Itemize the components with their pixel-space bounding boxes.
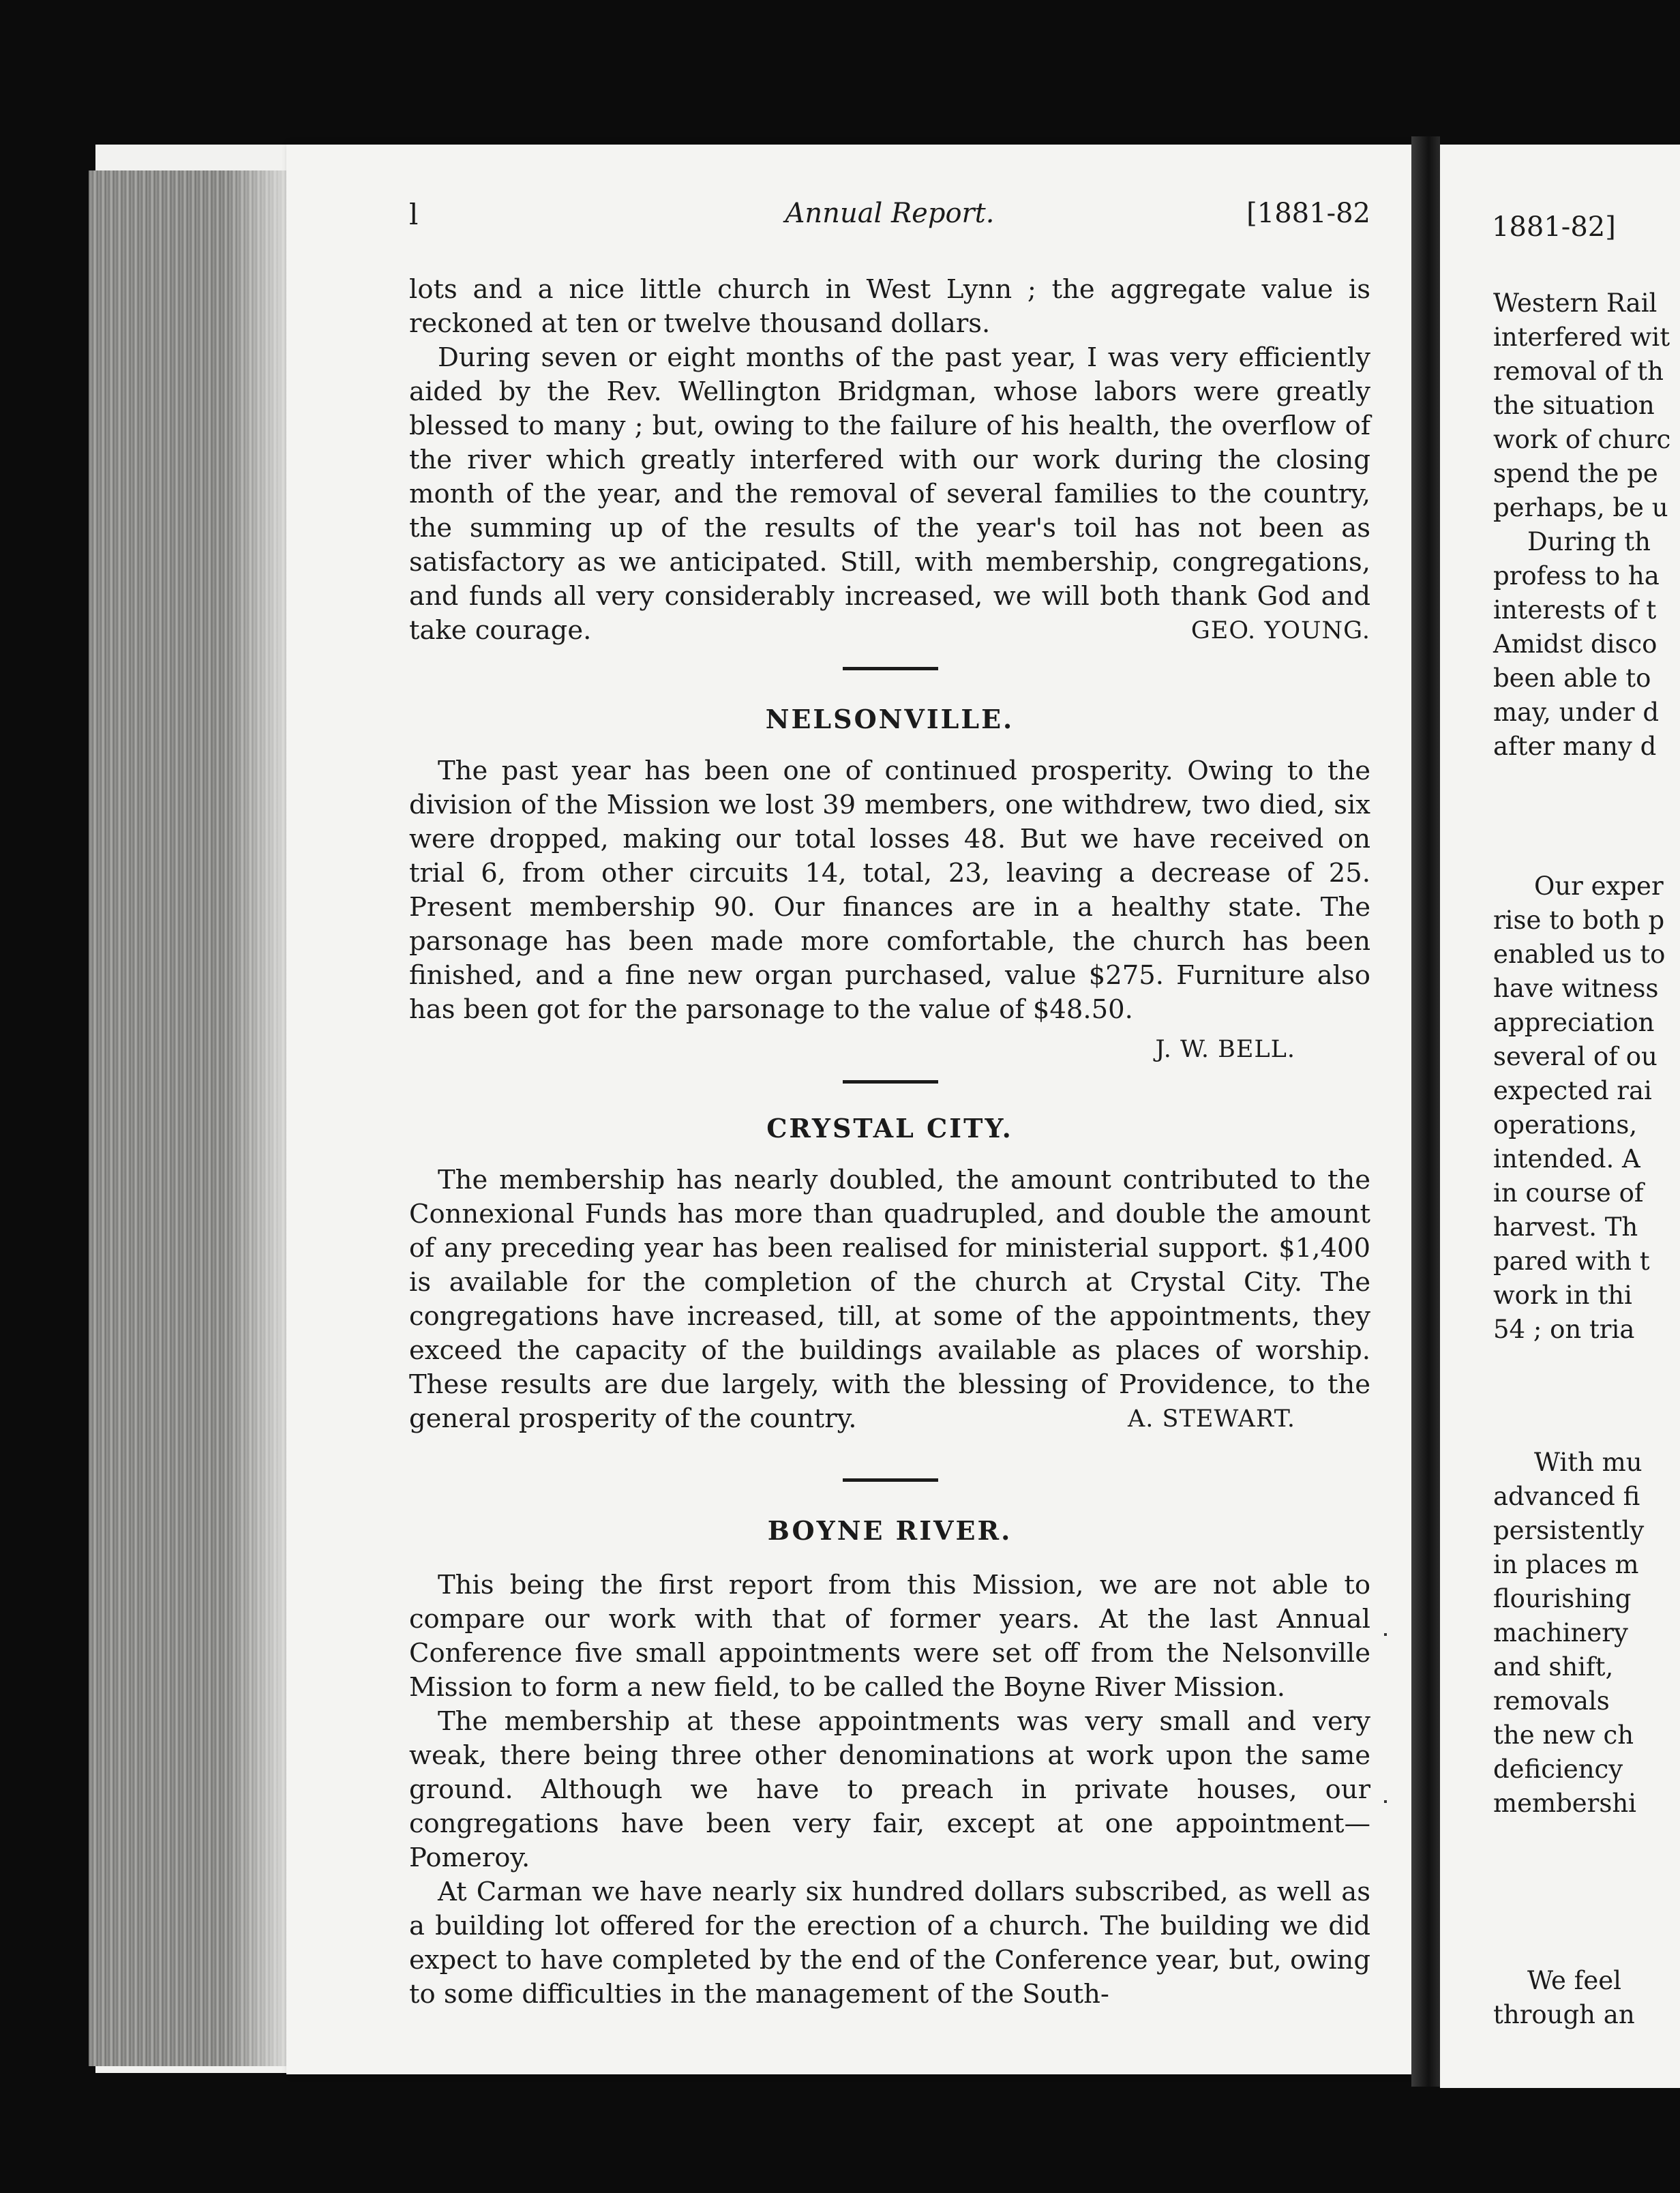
page-header xyxy=(409,198,1370,245)
text-line: operations, xyxy=(1493,1110,1638,1139)
section-paragraph: This being the first report from this Mission, we are not able to compare our work with that of former years. At the last Annual Conference five small appointments were set off from the Nelsonville Mission to form a new field, to be called the Boyne River Mission. xyxy=(409,1570,1370,1703)
text-line: Amidst disco xyxy=(1493,629,1657,659)
text-line: flourishing xyxy=(1493,1584,1632,1613)
text-line: through an xyxy=(1493,2000,1635,2029)
scan-background-bottom xyxy=(0,2073,1680,2193)
text-line: With mu xyxy=(1534,1448,1642,1477)
text-line: 54 ; on tria xyxy=(1493,1315,1635,1344)
section-heading: NELSONVILLE. xyxy=(765,704,1015,734)
page-number: l xyxy=(409,198,419,231)
text-line: intended. A xyxy=(1493,1144,1640,1174)
section-body xyxy=(409,1568,1370,2012)
section-paragraph: At Carman we have nearly six hundred dollars subscribed, as well as a building lot offered for the erection of a church. The building we did expect to have completed by the end of the Conference year, but, owing to some difficulties in the management of the South- xyxy=(409,1877,1370,2010)
right-text-block-3 xyxy=(1493,1446,1680,1821)
right-year-bracket: 1881-82] xyxy=(1492,211,1616,243)
scan-background-top xyxy=(0,0,1680,145)
text-line: harvest. Th xyxy=(1493,1212,1638,1242)
text-line: been able to xyxy=(1493,663,1651,693)
text-line: several of ou xyxy=(1493,1042,1657,1071)
text-line: machinery xyxy=(1493,1618,1628,1647)
text-line: persistently xyxy=(1493,1516,1645,1545)
section-paragraph: The past year has been one of continued prosperity. Owing to the division of the Mission we lost 39 members, one withdrew, two died, six were dropped, making our total losses 48. But we have received on trial 6, from other circuits 14, total, 23, leaving a decrease of 25. Present membership 90. Our finances are in a healthy state. The parsonage has been made more comfortable, the church has been finished, and a fine new organ purchased, value $275. Furniture also has been got for the parsonage to the value of $48.50. xyxy=(409,756,1370,1025)
section-body xyxy=(409,1163,1370,1436)
section-divider xyxy=(843,1080,938,1084)
intro-block xyxy=(409,273,1370,648)
text-line: pared with t xyxy=(1493,1247,1650,1276)
section-heading: BOYNE RIVER. xyxy=(767,1515,1012,1546)
text-line: removal of th xyxy=(1493,357,1664,386)
section-paragraph: The membership has nearly doubled, the amount contributed to the Connexional Funds has more than quadrupled, and double the amount of any preceding year has been realised for ministerial support. $1,400 is available for the completion of the church at Crystal City. The congregations have increased, till, at some of the appointments, they exceed the capacity of the buildings available as places of worship. These results are due largely, with the blessing of Providence, to the general prosperity of the country. xyxy=(409,1165,1370,1434)
section-heading: CRYSTAL CITY. xyxy=(766,1113,1013,1144)
text-line: in course of xyxy=(1493,1178,1644,1208)
text-line: interests of t xyxy=(1493,595,1657,625)
text-line: spend the pe xyxy=(1493,459,1658,488)
text-line: the new ch xyxy=(1493,1720,1634,1750)
text-line: rise to both p xyxy=(1493,906,1665,935)
text-line: in places m xyxy=(1493,1550,1639,1579)
text-line: expected rai xyxy=(1493,1076,1652,1105)
text-line: enabled us to xyxy=(1493,940,1666,969)
intro-paragraph: During seven or eight months of the past year, I was very efficiently aided by the Rev. Wellington Bridgman, whose labors were greatly blessed to many ; but, owing to the failure of his health, the overflow of the river which greatly interfered with our work during the closing month of the year, and the removal of several families to the country, the summing up of the results of the year's toil has not been as satisfactory as we anticipated. Still, with membership, congregations, and funds all very considerably increased, we will both thank God and take courage. xyxy=(409,342,1370,646)
section-divider xyxy=(843,1478,938,1482)
year-bracket: [1881-82 xyxy=(1246,198,1370,229)
section-divider xyxy=(843,667,938,670)
text-line: have witness xyxy=(1493,974,1659,1003)
text-line: profess to ha xyxy=(1493,561,1660,591)
right-text-block-2 xyxy=(1493,869,1680,1347)
book-page-edges-fade xyxy=(225,170,293,2066)
text-line: work in thi xyxy=(1493,1281,1632,1310)
text-line: membershi xyxy=(1493,1789,1636,1818)
text-line: advanced fi xyxy=(1493,1482,1640,1511)
scan-background-left xyxy=(0,0,95,2193)
text-line: appreciation xyxy=(1493,1008,1655,1037)
text-line: We feel xyxy=(1527,1966,1621,1995)
text-line: Our exper xyxy=(1534,871,1664,901)
text-line: deficiency xyxy=(1493,1755,1623,1784)
right-text-block-4 xyxy=(1493,1964,1680,2032)
book-gutter xyxy=(1411,136,1440,2087)
text-line: work of churc xyxy=(1493,425,1671,454)
text-line: perhaps, be u xyxy=(1493,493,1668,522)
section-paragraph: The membership at these appointments was very small and very weak, there being three other denominations at work upon the same ground. Although we have to preach in private houses, our congregations have been very fair, except at one appointment—Pomeroy. xyxy=(409,1706,1370,1873)
text-line: after many d xyxy=(1493,732,1657,761)
text-line: and shift, xyxy=(1493,1652,1614,1682)
scan-speck xyxy=(1384,1633,1387,1636)
signature: GEO. YOUNG. xyxy=(1190,617,1370,644)
text-line: During th xyxy=(1527,527,1651,556)
signature: A. STEWART. xyxy=(1128,1405,1295,1433)
text-line: interfered wit xyxy=(1493,323,1670,352)
signature: J. W. BELL. xyxy=(1155,1036,1295,1063)
text-line: Western Rail xyxy=(1493,288,1657,318)
intro-paragraph: lots and a nice little church in West Lynn ; the aggregate value is reckoned at ten or twelve thousand dollars. xyxy=(409,274,1370,339)
right-text-block-1 xyxy=(1493,286,1680,764)
text-line: the situation xyxy=(1493,391,1655,420)
section-body xyxy=(409,754,1370,1066)
text-line: removals xyxy=(1493,1686,1610,1716)
text-line: may, under d xyxy=(1493,698,1660,727)
running-title: Annual Report. xyxy=(785,198,995,229)
scan-speck xyxy=(1384,1800,1387,1803)
